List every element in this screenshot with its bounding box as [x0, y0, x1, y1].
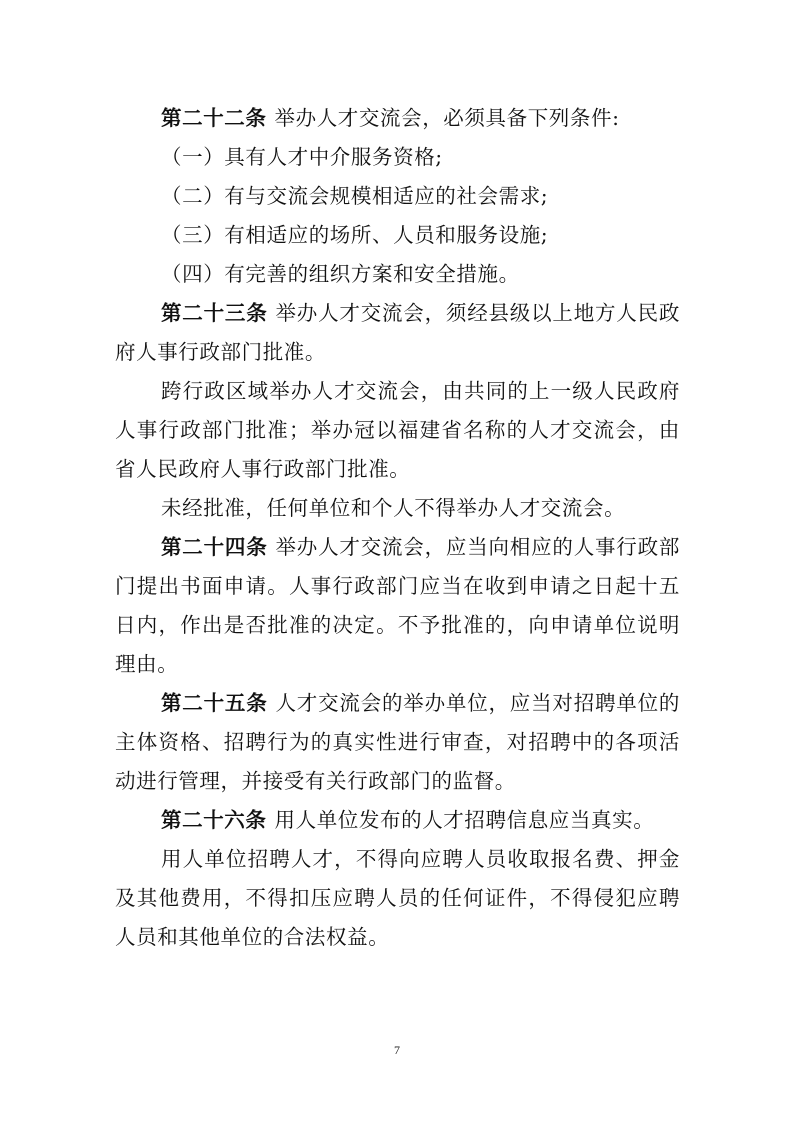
paragraph-text: 用人单位招聘人才，不得向应聘人员收取报名费、押金及其他费用，不得扣压应聘人员的任何证件，不得侵犯应聘人员和其他单位的合法权益。: [115, 847, 680, 949]
paragraph-text: 跨行政区域举办人才交流会，由共同的上一级人民政府人事行政部门批准；举办冠以福建省名称的人才交流会，由省人民政府人事行政部门批准。: [115, 379, 680, 481]
paragraph-text: （三）有相适应的场所、人员和服务设施;: [161, 223, 549, 247]
paragraph-cross-region: [115, 372, 680, 489]
page-body: [115, 99, 680, 957]
paragraph-text: （一）具有人才中介服务资格;: [161, 145, 443, 169]
article-text: 人才交流会的举办单位，应当对招聘单位的主体资格、招聘行为的真实性进行审查，对招聘中的各项活动进行管理，并接受有关行政部门的监督。: [115, 691, 680, 793]
paragraph-text: （二）有与交流会规模相适应的社会需求;: [161, 184, 549, 208]
paragraph-text: （四）有完善的组织方案和安全措施。: [161, 262, 520, 286]
article-heading: 第二十四条: [161, 535, 268, 559]
condition-item-2: [115, 177, 680, 216]
article-23: [115, 294, 680, 372]
condition-item-4: [115, 255, 680, 294]
page-number: 7: [394, 1043, 400, 1057]
article-25: [115, 684, 680, 801]
article-heading: 第二十六条: [161, 808, 267, 832]
article-heading: 第二十二条: [161, 106, 267, 130]
article-text: 举办人才交流会，应当向相应的人事行政部门提出书面申请。人事行政部门应当在收到申请之日起十五日内，作出是否批准的决定。不予批准的，向申请单位说明理由。: [115, 535, 680, 676]
article-heading: 第二十五条: [161, 691, 268, 715]
article-text: 举办人才交流会，必须具备下列条件:: [274, 106, 620, 130]
article-22: [115, 99, 680, 138]
article-24: [115, 528, 680, 684]
paragraph-recruitment-rules: [115, 840, 680, 957]
condition-item-1: [115, 138, 680, 177]
article-26: [115, 801, 680, 840]
paragraph-text: 未经批准，任何单位和个人不得举办人才交流会。: [161, 496, 626, 520]
article-heading: 第二十三条: [161, 301, 268, 325]
condition-item-3: [115, 216, 680, 255]
article-text: 举办人才交流会，须经县级以上地方人民政府人事行政部门批准。: [115, 301, 680, 364]
paragraph-unapproved: [115, 489, 680, 528]
article-text: 用人单位发布的人才招聘信息应当真实。: [274, 808, 655, 832]
